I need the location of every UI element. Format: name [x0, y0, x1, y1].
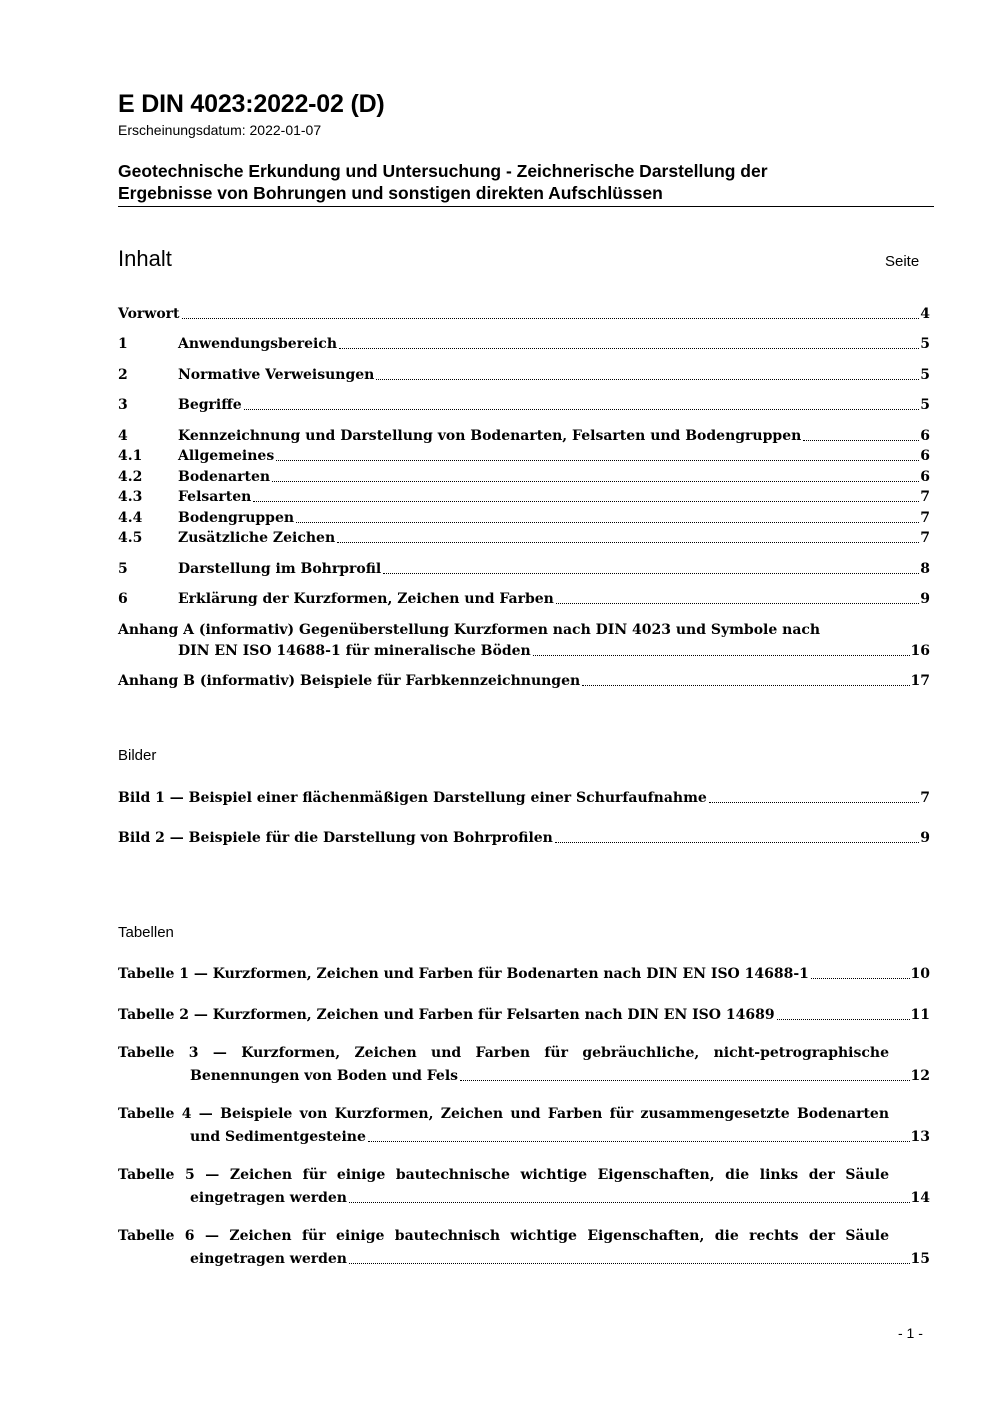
- toc-leader-dots: [556, 602, 919, 604]
- toc-entry-page: 9: [920, 591, 930, 607]
- page-number: - 1 -: [898, 1325, 923, 1341]
- toc-leader-dots: [182, 317, 920, 319]
- table-entry-4-line-2[interactable]: [190, 1125, 930, 1146]
- toc-entry-annex-a-line-2[interactable]: [178, 639, 930, 660]
- toc-entry-label: Allgemeines: [178, 448, 275, 464]
- table-entry-page: 11: [910, 1007, 930, 1023]
- toc-leader-dots: [349, 1201, 910, 1203]
- publication-date: Erscheinungsdatum: 2022-01-07: [118, 122, 322, 138]
- toc-entry-number: 2: [118, 367, 128, 383]
- table-entry-5-line-1[interactable]: Tabelle 5 — Zeichen für einige bautechnische wichtige Eigenschaften, die links der Säule: [118, 1167, 889, 1183]
- figures-heading: Bilder: [118, 747, 157, 764]
- toc-entry-number: 1: [118, 336, 128, 352]
- toc-entry-4-2[interactable]: [118, 465, 930, 486]
- toc-entry-number: 6: [118, 591, 128, 607]
- tables-heading: Tabellen: [118, 924, 174, 941]
- table-entry-6-line-2[interactable]: [190, 1247, 930, 1268]
- table-entry-page: 14: [910, 1190, 930, 1206]
- toc-heading: Inhalt: [118, 246, 172, 271]
- document-title-line-2: Ergebnisse von Bohrungen und sonstigen direkten Aufschlüssen: [118, 183, 663, 203]
- table-entry-page: 15: [910, 1251, 930, 1267]
- toc-entry-label: Anwendungsbereich: [178, 336, 337, 352]
- toc-leader-dots: [582, 684, 909, 686]
- table-entry-label: Tabelle 1 — Kurzformen, Zeichen und Farben für Bodenarten nach DIN EN ISO 14688-1: [118, 966, 809, 982]
- table-entry-3-line-2[interactable]: [190, 1064, 930, 1085]
- toc-entry-page: 7: [920, 489, 930, 505]
- toc-leader-dots: [460, 1079, 909, 1081]
- figure-entry-label: Bild 1 — Beispiel einer flächenmäßigen Darstellung einer Schurfaufnahme: [118, 790, 707, 806]
- toc-entry-6[interactable]: [118, 587, 930, 608]
- toc-entry-label: Anhang B (informativ) Beispiele für Farbkennzeichnungen: [118, 673, 581, 689]
- figure-entry-page: 9: [920, 830, 930, 846]
- toc-entry-number: 4: [118, 428, 128, 444]
- table-entry-3-line-1[interactable]: Tabelle 3 — Kurzformen, Zeichen und Farben für gebräuchliche, nicht-petrographische: [118, 1045, 889, 1061]
- figure-entry-1[interactable]: [118, 786, 930, 807]
- table-entry-1[interactable]: [118, 962, 930, 983]
- toc-leader-dots: [253, 500, 919, 502]
- toc-leader-dots: [533, 654, 910, 656]
- toc-entry-page: 5: [920, 367, 930, 383]
- toc-entry-number: 3: [118, 397, 128, 413]
- table-entry-page: 13: [910, 1129, 930, 1145]
- toc-leader-dots: [296, 521, 919, 523]
- toc-entry-4-4[interactable]: [118, 506, 930, 527]
- toc-leader-dots: [368, 1140, 910, 1142]
- toc-entry-number: 4.2: [118, 469, 143, 485]
- toc-entry-4-5[interactable]: [118, 526, 930, 547]
- toc-entry-label: Anhang A (informativ) Gegenüberstellung Kurzformen nach DIN 4023 und Symbole nach: [118, 622, 821, 638]
- toc-entry-annex-a-line-1[interactable]: [118, 618, 930, 639]
- toc-entry-2[interactable]: [118, 363, 930, 384]
- toc-entry-label-continued: DIN EN ISO 14688-1 für mineralische Böden: [178, 643, 531, 659]
- table-entry-page: 12: [910, 1068, 930, 1084]
- table-entry-6-line-1[interactable]: Tabelle 6 — Zeichen für einige bautechnisch wichtige Eigenschaften, die rechts der Säule: [118, 1228, 889, 1244]
- document-title: [118, 160, 933, 204]
- toc-entry-page: 17: [910, 673, 930, 689]
- figure-entry-2[interactable]: [118, 826, 930, 847]
- toc-entry-page: 16: [910, 643, 930, 659]
- table-entry-4-line-1[interactable]: Tabelle 4 — Beispiele von Kurzformen, Zeichen und Farben für zusammengesetzte Bodenarten: [118, 1106, 889, 1122]
- toc-entry-label: Normative Verweisungen: [178, 367, 375, 383]
- toc-leader-dots: [709, 801, 919, 803]
- toc-entry-number: 5: [118, 561, 128, 577]
- toc-entry-number: 4.5: [118, 530, 143, 546]
- toc-leader-dots: [383, 572, 919, 574]
- toc-entry-4-3[interactable]: [118, 485, 930, 506]
- toc-entry-page: 6: [920, 428, 930, 444]
- figure-entry-page: 7: [920, 790, 930, 806]
- toc-entry-4[interactable]: [118, 424, 930, 445]
- toc-entry-page: 7: [920, 510, 930, 526]
- toc-leader-dots: [244, 408, 920, 410]
- toc-entry-annex-b[interactable]: [118, 669, 930, 690]
- toc-entry-vorwort[interactable]: [118, 302, 930, 323]
- table-entry-page: 10: [910, 966, 930, 982]
- table-entry-5-line-2[interactable]: [190, 1186, 930, 1207]
- toc-leader-dots: [376, 378, 919, 380]
- toc-entry-label: Vorwort: [118, 306, 180, 322]
- toc-leader-dots: [272, 480, 919, 482]
- header-divider: [118, 206, 934, 207]
- toc-leader-dots: [339, 347, 919, 349]
- table-entry-2[interactable]: [118, 1003, 930, 1024]
- toc-entry-label: Bodengruppen: [178, 510, 295, 526]
- toc-leader-dots: [777, 1018, 910, 1020]
- toc-entry-label: Kennzeichnung und Darstellung von Bodenarten, Felsarten und Bodengruppen: [178, 428, 802, 444]
- toc-entry-number: 4.1: [118, 448, 143, 464]
- toc-entry-3[interactable]: [118, 393, 930, 414]
- toc-entry-page: 6: [920, 448, 930, 464]
- toc-leader-dots: [803, 439, 919, 441]
- toc-entry-page: 7: [920, 530, 930, 546]
- toc-entry-label: Begriffe: [178, 397, 242, 413]
- toc-entry-1[interactable]: [118, 332, 930, 353]
- toc-entry-page: 8: [920, 561, 930, 577]
- toc-entry-label: Erklärung der Kurzformen, Zeichen und Farben: [178, 591, 554, 607]
- toc-entry-5[interactable]: [118, 557, 930, 578]
- toc-leader-dots: [555, 841, 919, 843]
- toc-entry-label: Zusätzliche Zeichen: [178, 530, 336, 546]
- toc-leader-dots: [811, 977, 910, 979]
- toc-leader-dots: [337, 541, 919, 543]
- toc-entry-page: 4: [920, 306, 930, 322]
- toc-entry-page: 5: [920, 397, 930, 413]
- toc-entry-label: Bodenarten: [178, 469, 271, 485]
- toc-entry-page: 5: [920, 336, 930, 352]
- toc-leader-dots: [276, 459, 919, 461]
- toc-leader-dots: [349, 1262, 910, 1264]
- table-entry-label-continued: Benennungen von Boden und Fels: [190, 1068, 459, 1084]
- document-id: E DIN 4023:2022-02 (D): [118, 90, 385, 118]
- toc-entry-number: 4.3: [118, 489, 143, 505]
- toc-entry-4-1[interactable]: [118, 444, 930, 465]
- table-entry-label-continued: eingetragen werden: [190, 1251, 347, 1267]
- figure-entry-label: Bild 2 — Beispiele für die Darstellung von Bohrprofilen: [118, 830, 553, 846]
- table-entry-label: Tabelle 2 — Kurzformen, Zeichen und Farben für Felsarten nach DIN EN ISO 14689: [118, 1007, 775, 1023]
- table-entry-label-continued: eingetragen werden: [190, 1190, 347, 1206]
- toc-entry-number: 4.4: [118, 510, 143, 526]
- toc-entry-label: Darstellung im Bohrprofil: [178, 561, 382, 577]
- toc-entry-page: 6: [920, 469, 930, 485]
- document-title-line-1: Geotechnische Erkundung und Untersuchung - Zeichnerische Darstellung der: [118, 161, 768, 181]
- toc-page-column-label: Seite: [885, 253, 920, 270]
- table-entry-label-continued: und Sedimentgesteine: [190, 1129, 366, 1145]
- toc-entry-label: Felsarten: [178, 489, 252, 505]
